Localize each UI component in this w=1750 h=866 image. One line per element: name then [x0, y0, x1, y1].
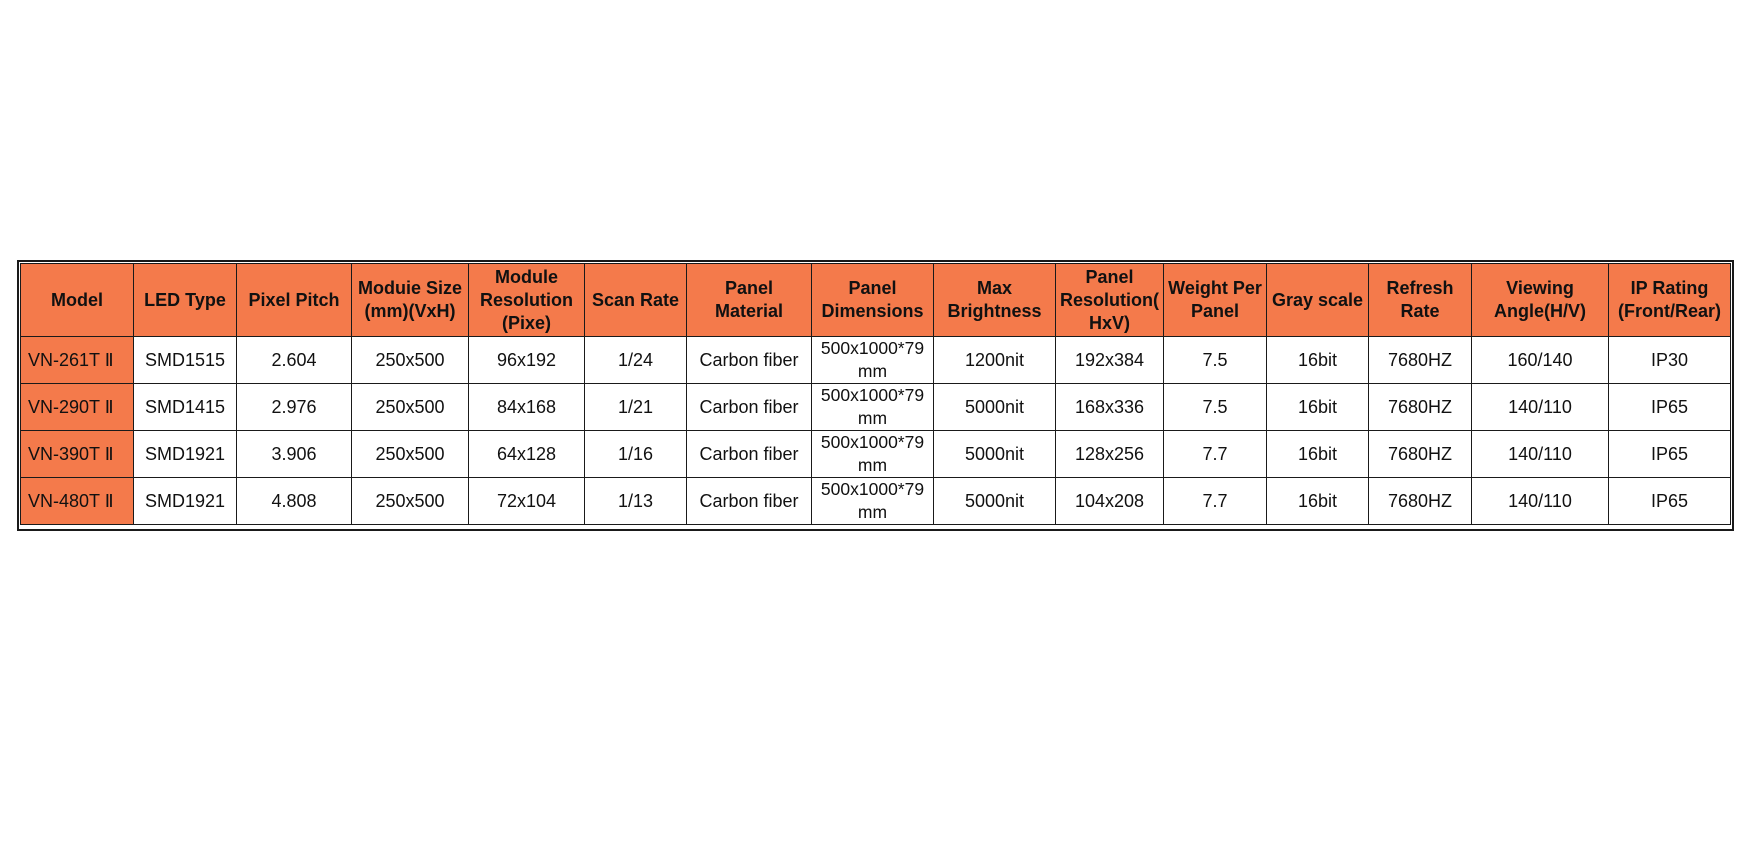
header-module-resolution: Module Resolution (Pixe): [469, 264, 585, 337]
cell-weight-per-panel: 7.7: [1164, 431, 1267, 478]
cell-led-type: SMD1515: [134, 337, 237, 384]
cell-panel-material: Carbon fiber: [687, 337, 812, 384]
led-panel-spec-table: [20, 263, 1731, 525]
cell-panel-resolution: 104x208: [1056, 478, 1164, 525]
cell-gray-scale: 16bit: [1267, 478, 1369, 525]
cell-panel-dimensions: 500x1000*79 mm: [812, 478, 934, 525]
cell-ip-rating: IP65: [1609, 478, 1731, 525]
cell-gray-scale: 16bit: [1267, 337, 1369, 384]
table-row: [21, 384, 1731, 431]
header-row: [21, 264, 1731, 337]
cell-led-type: SMD1415: [134, 384, 237, 431]
cell-viewing-angle: 160/140: [1472, 337, 1609, 384]
table-row: [21, 337, 1731, 384]
table-body: [21, 337, 1731, 525]
header-panel-dimensions: Panel Dimensions: [812, 264, 934, 337]
cell-module-resolution: 64x128: [469, 431, 585, 478]
cell-pixel-pitch: 2.976: [237, 384, 352, 431]
cell-refresh-rate: 7680HZ: [1369, 384, 1472, 431]
cell-scan-rate: 1/21: [585, 384, 687, 431]
cell-module-resolution: 84x168: [469, 384, 585, 431]
header-max-brightness: Max Brightness: [934, 264, 1056, 337]
cell-scan-rate: 1/16: [585, 431, 687, 478]
cell-ip-rating: IP65: [1609, 431, 1731, 478]
header-ip-rating: IP Rating (Front/Rear): [1609, 264, 1731, 337]
cell-max-brightness: 5000nit: [934, 431, 1056, 478]
cell-ip-rating: IP30: [1609, 337, 1731, 384]
spec-table-frame: [17, 260, 1734, 531]
cell-panel-material: Carbon fiber: [687, 431, 812, 478]
header-panel-resolution: Panel Resolution( HxV): [1056, 264, 1164, 337]
cell-gray-scale: 16bit: [1267, 431, 1369, 478]
cell-model: VN-390T Ⅱ: [21, 431, 134, 478]
cell-panel-dimensions: 500x1000*79 mm: [812, 384, 934, 431]
header-model: Model: [21, 264, 134, 337]
cell-ip-rating: IP65: [1609, 384, 1731, 431]
cell-refresh-rate: 7680HZ: [1369, 337, 1472, 384]
cell-module-resolution: 72x104: [469, 478, 585, 525]
header-module-size: Moduie Size (mm)(VxH): [352, 264, 469, 337]
cell-max-brightness: 1200nit: [934, 337, 1056, 384]
cell-panel-dimensions: 500x1000*79 mm: [812, 431, 934, 478]
cell-viewing-angle: 140/110: [1472, 384, 1609, 431]
cell-scan-rate: 1/24: [585, 337, 687, 384]
cell-led-type: SMD1921: [134, 431, 237, 478]
cell-module-size: 250x500: [352, 337, 469, 384]
cell-model: VN-290T Ⅱ: [21, 384, 134, 431]
cell-panel-resolution: 192x384: [1056, 337, 1164, 384]
header-pixel-pitch: Pixel Pitch: [237, 264, 352, 337]
header-refresh-rate: Refresh Rate: [1369, 264, 1472, 337]
cell-max-brightness: 5000nit: [934, 478, 1056, 525]
cell-weight-per-panel: 7.5: [1164, 337, 1267, 384]
cell-model: VN-480T Ⅱ: [21, 478, 134, 525]
cell-viewing-angle: 140/110: [1472, 478, 1609, 525]
cell-viewing-angle: 140/110: [1472, 431, 1609, 478]
cell-module-resolution: 96x192: [469, 337, 585, 384]
cell-refresh-rate: 7680HZ: [1369, 431, 1472, 478]
cell-led-type: SMD1921: [134, 478, 237, 525]
cell-panel-dimensions: 500x1000*79 mm: [812, 337, 934, 384]
header-led-type: LED Type: [134, 264, 237, 337]
cell-pixel-pitch: 3.906: [237, 431, 352, 478]
cell-panel-resolution: 128x256: [1056, 431, 1164, 478]
cell-gray-scale: 16bit: [1267, 384, 1369, 431]
table-row: [21, 478, 1731, 525]
cell-panel-material: Carbon fiber: [687, 478, 812, 525]
header-weight-per-panel: Weight Per Panel: [1164, 264, 1267, 337]
cell-pixel-pitch: 4.808: [237, 478, 352, 525]
cell-max-brightness: 5000nit: [934, 384, 1056, 431]
cell-refresh-rate: 7680HZ: [1369, 478, 1472, 525]
header-scan-rate: Scan Rate: [585, 264, 687, 337]
cell-module-size: 250x500: [352, 431, 469, 478]
cell-weight-per-panel: 7.7: [1164, 478, 1267, 525]
cell-model: VN-261T Ⅱ: [21, 337, 134, 384]
header-viewing-angle: Viewing Angle(H/V): [1472, 264, 1609, 337]
table-row: [21, 431, 1731, 478]
cell-panel-resolution: 168x336: [1056, 384, 1164, 431]
cell-module-size: 250x500: [352, 478, 469, 525]
cell-module-size: 250x500: [352, 384, 469, 431]
header-gray-scale: Gray scale: [1267, 264, 1369, 337]
cell-panel-material: Carbon fiber: [687, 384, 812, 431]
cell-pixel-pitch: 2.604: [237, 337, 352, 384]
cell-weight-per-panel: 7.5: [1164, 384, 1267, 431]
cell-scan-rate: 1/13: [585, 478, 687, 525]
header-panel-material: Panel Material: [687, 264, 812, 337]
